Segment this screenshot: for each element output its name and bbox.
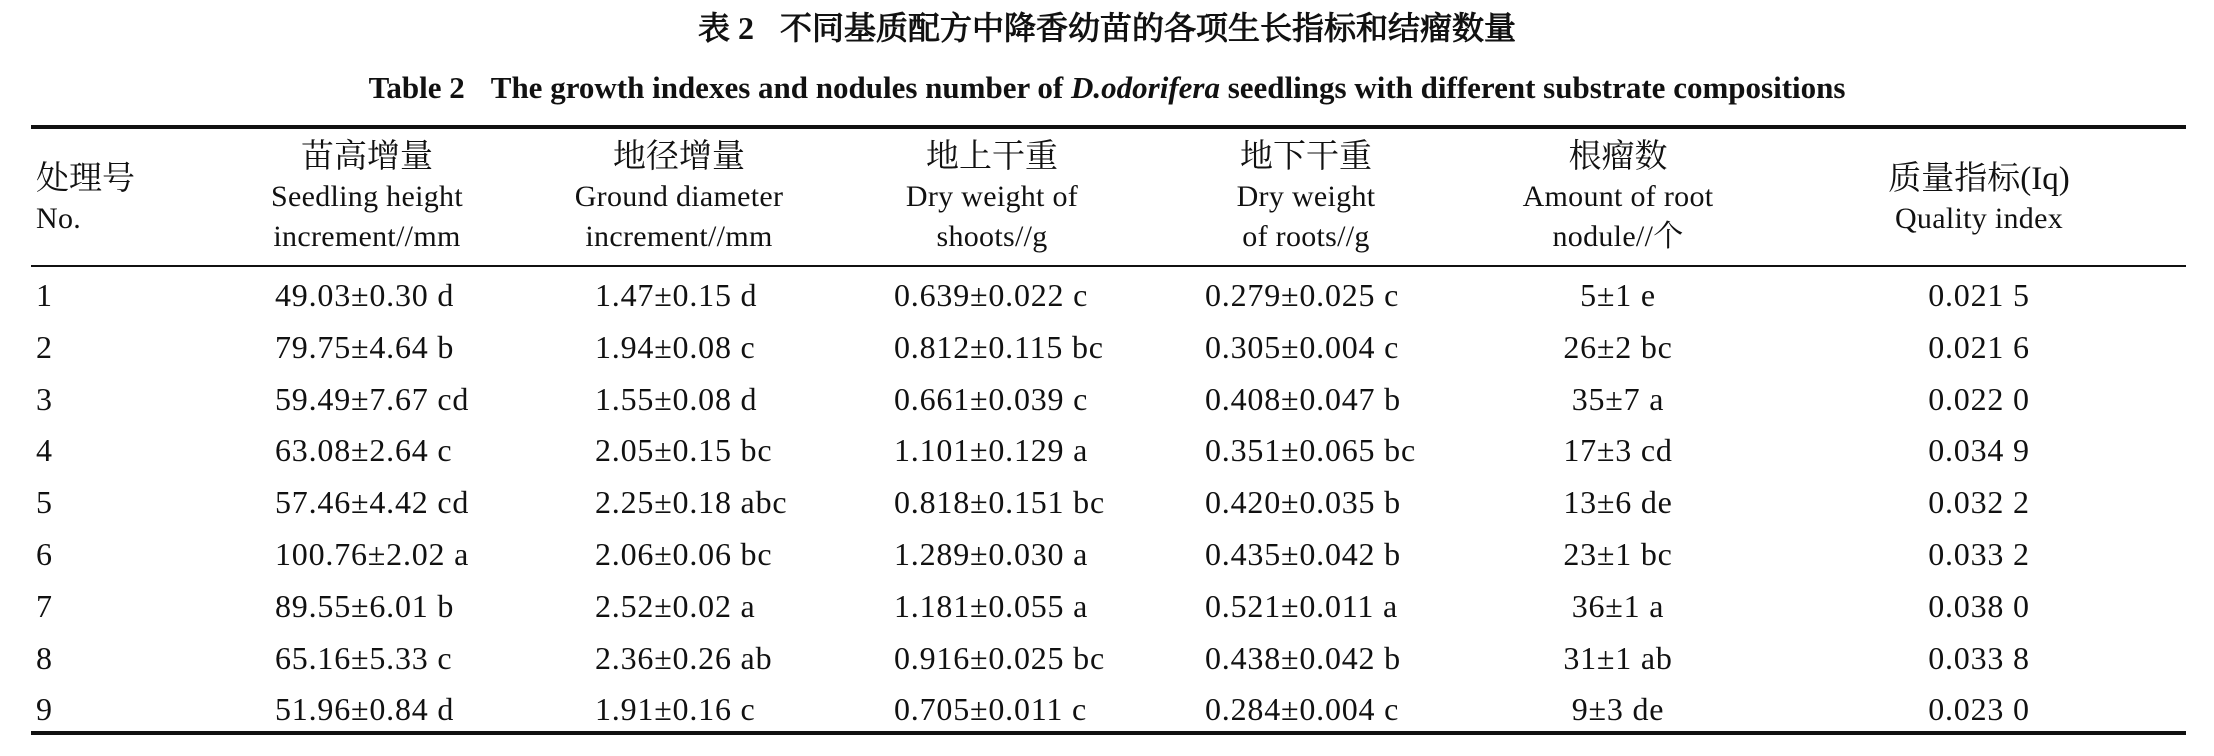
cell-ground-diameter-increment: 2.05±0.15 bc bbox=[595, 432, 773, 469]
cell-root-dry-weight: 0.435±0.042 b bbox=[1205, 536, 1401, 572]
header-root-dry-weight bbox=[1146, 137, 1466, 257]
cell-root-nodule-count: 26±2 bc bbox=[1563, 328, 1673, 365]
table-row bbox=[0, 379, 2214, 419]
cell-seedling-height-increment: 79.75±4.64 b bbox=[275, 328, 455, 365]
cell-ground-diameter-increment: 1.55±0.08 d bbox=[595, 380, 758, 417]
caption-en-label: Table 2 bbox=[368, 70, 465, 105]
header-quality-index bbox=[1819, 159, 2139, 239]
cell-root-nodule-count: 13±6 de bbox=[1563, 484, 1673, 521]
header-cn-label: 质量指标(Iq) bbox=[1888, 161, 2070, 197]
cell-seedling-height-increment: 51.96±0.84 d bbox=[275, 691, 455, 728]
cell-root-dry-weight: 0.351±0.065 bc bbox=[1205, 432, 1416, 469]
table-row bbox=[0, 327, 2214, 367]
cell-ground-diameter-increment: 1.47±0.15 d bbox=[595, 277, 758, 313]
table-top-rule bbox=[31, 125, 2186, 129]
header-seedling-height-increment bbox=[207, 137, 527, 257]
header-en-unit: shoots//g bbox=[936, 220, 1048, 253]
table-row bbox=[0, 586, 2214, 626]
cell-quality-index: 0.032 2 bbox=[1928, 484, 2030, 521]
table-row bbox=[0, 689, 2214, 729]
cell-quality-index: 0.021 5 bbox=[1928, 277, 2030, 313]
cell-treatment-no: 4 bbox=[36, 432, 53, 469]
cell-shoot-dry-weight: 1.289±0.030 a bbox=[894, 536, 1089, 572]
header-en-label: Dry weight bbox=[1236, 180, 1376, 213]
cell-shoot-dry-weight: 0.705±0.011 c bbox=[894, 691, 1087, 728]
header-en-label: Amount of root bbox=[1522, 180, 1714, 213]
cell-root-nodule-count: 36±1 a bbox=[1571, 587, 1665, 624]
cell-quality-index: 0.022 0 bbox=[1928, 380, 2030, 417]
cell-treatment-no: 3 bbox=[36, 380, 53, 417]
caption-en-text-before: The growth indexes and nodules number of bbox=[490, 70, 1064, 105]
cell-seedling-height-increment: 65.16±5.33 c bbox=[275, 639, 453, 676]
header-en-label: Seedling height bbox=[271, 180, 463, 213]
cell-root-dry-weight: 0.279±0.025 c bbox=[1205, 277, 1400, 313]
header-en-label: Quality index bbox=[1894, 202, 2064, 235]
table-bottom-rule bbox=[31, 731, 2186, 735]
cell-seedling-height-increment: 57.46±4.42 cd bbox=[275, 484, 470, 521]
table-row bbox=[0, 275, 2214, 315]
cell-seedling-height-increment: 59.49±7.67 cd bbox=[275, 380, 470, 417]
header-en-unit: nodule//个 bbox=[1552, 220, 1684, 253]
header-cn-label: 地上干重 bbox=[926, 139, 1058, 175]
header-root-nodule-count bbox=[1458, 137, 1778, 257]
header-en-unit: increment//mm bbox=[585, 220, 773, 253]
cell-seedling-height-increment: 89.55±6.01 b bbox=[275, 587, 455, 624]
header-en-unit: of roots//g bbox=[1242, 220, 1370, 253]
header-cn-label: 苗高增量 bbox=[301, 139, 433, 175]
cell-quality-index: 0.023 0 bbox=[1928, 691, 2030, 728]
cell-treatment-no: 9 bbox=[36, 691, 53, 728]
caption-cn-label: 表 2 bbox=[697, 10, 754, 46]
cell-treatment-no: 5 bbox=[36, 484, 53, 521]
cell-ground-diameter-increment: 2.36±0.26 ab bbox=[595, 639, 773, 676]
cell-root-nodule-count: 9±3 de bbox=[1571, 691, 1665, 728]
cell-shoot-dry-weight: 0.818±0.151 bc bbox=[894, 484, 1105, 521]
header-en-label: No. bbox=[36, 202, 82, 235]
cell-seedling-height-increment: 100.76±2.02 a bbox=[275, 536, 470, 572]
header-cn-label: 处理号 bbox=[36, 161, 135, 197]
caption-en-text-after: seedlings with different substrate compositions bbox=[1227, 70, 1846, 105]
cell-shoot-dry-weight: 0.661±0.039 c bbox=[894, 380, 1089, 417]
cell-quality-index: 0.038 0 bbox=[1928, 587, 2030, 624]
cell-treatment-no: 1 bbox=[36, 277, 53, 313]
header-ground-diameter-increment bbox=[519, 137, 839, 257]
cell-ground-diameter-increment: 1.91±0.16 c bbox=[595, 691, 756, 728]
table-caption-chinese bbox=[0, 6, 2214, 50]
cell-root-nodule-count: 17±3 cd bbox=[1563, 432, 1673, 469]
cell-quality-index: 0.021 6 bbox=[1928, 328, 2030, 365]
cell-root-dry-weight: 0.284±0.004 c bbox=[1205, 691, 1400, 728]
cell-quality-index: 0.034 9 bbox=[1928, 432, 2030, 469]
header-shoot-dry-weight bbox=[832, 137, 1152, 257]
cell-shoot-dry-weight: 0.639±0.022 c bbox=[894, 277, 1089, 313]
header-cn-label: 地径增量 bbox=[613, 139, 745, 175]
cell-root-dry-weight: 0.420±0.035 b bbox=[1205, 484, 1401, 521]
cell-quality-index: 0.033 8 bbox=[1928, 639, 2030, 676]
header-en-unit: increment//mm bbox=[273, 220, 461, 253]
cell-shoot-dry-weight: 1.101±0.129 a bbox=[894, 432, 1089, 469]
cell-treatment-no: 2 bbox=[36, 328, 53, 365]
table-row bbox=[0, 430, 2214, 470]
cell-ground-diameter-increment: 1.94±0.08 c bbox=[595, 328, 756, 365]
cell-root-dry-weight: 0.438±0.042 b bbox=[1205, 639, 1401, 676]
cell-root-dry-weight: 0.408±0.047 b bbox=[1205, 380, 1401, 417]
cell-seedling-height-increment: 49.03±0.30 d bbox=[275, 277, 455, 313]
header-en-label: Ground diameter bbox=[574, 180, 784, 213]
header-cn-label: 地下干重 bbox=[1240, 139, 1372, 175]
cell-treatment-no: 8 bbox=[36, 639, 53, 676]
cell-shoot-dry-weight: 0.812±0.115 bc bbox=[894, 328, 1104, 365]
cell-seedling-height-increment: 63.08±2.64 c bbox=[275, 432, 453, 469]
cell-root-nodule-count: 35±7 a bbox=[1571, 380, 1665, 417]
cell-shoot-dry-weight: 0.916±0.025 bc bbox=[894, 639, 1105, 676]
table-header-rule bbox=[31, 265, 2186, 267]
table-caption-english bbox=[0, 66, 2214, 110]
caption-en-species: D.odorifera bbox=[1071, 70, 1220, 105]
caption-cn-text: 不同基质配方中降香幼苗的各项生长指标和结瘤数量 bbox=[780, 10, 1517, 46]
header-treatment-no bbox=[36, 159, 135, 239]
cell-root-nodule-count: 5±1 e bbox=[1580, 277, 1656, 313]
cell-ground-diameter-increment: 2.06±0.06 bc bbox=[595, 536, 773, 572]
table-row bbox=[0, 482, 2214, 522]
cell-quality-index: 0.033 2 bbox=[1928, 536, 2030, 572]
cell-root-dry-weight: 0.305±0.004 c bbox=[1205, 328, 1400, 365]
header-en-label: Dry weight of bbox=[905, 180, 1079, 213]
cell-ground-diameter-increment: 2.25±0.18 abc bbox=[595, 484, 788, 521]
cell-shoot-dry-weight: 1.181±0.055 a bbox=[894, 587, 1089, 624]
cell-treatment-no: 7 bbox=[36, 587, 53, 624]
cell-treatment-no: 6 bbox=[36, 536, 53, 572]
table-row bbox=[0, 638, 2214, 678]
cell-root-nodule-count: 31±1 ab bbox=[1563, 639, 1673, 676]
table-row bbox=[0, 534, 2214, 574]
cell-root-nodule-count: 23±1 bc bbox=[1563, 536, 1673, 572]
header-cn-label: 根瘤数 bbox=[1568, 139, 1668, 175]
cell-root-dry-weight: 0.521±0.011 a bbox=[1205, 587, 1398, 624]
cell-ground-diameter-increment: 2.52±0.02 a bbox=[595, 587, 756, 624]
